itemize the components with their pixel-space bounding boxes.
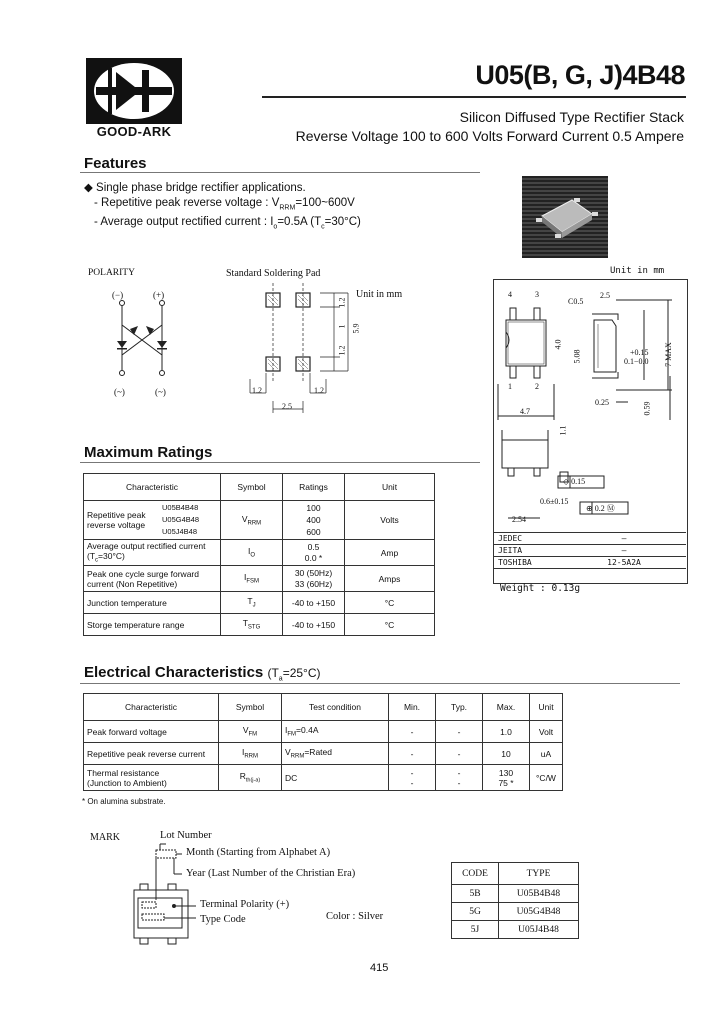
ec-vfm-sym: $V_{FM}$ <box>219 721 282 743</box>
max-ratings-table <box>83 473 435 636</box>
mr-vrrm-part-j: U05J4B48 <box>162 527 198 536</box>
mr-io-unit: Amp <box>345 540 435 566</box>
mr-head-unit: Unit <box>345 474 435 501</box>
pkg-d7max: 7 MAX <box>663 342 673 367</box>
toshiba-value: 12-5A2A <box>607 558 641 567</box>
mr-vrrm-unit: Volts <box>345 501 435 540</box>
pkg-d025: 0.25 <box>595 398 609 407</box>
page-number: 415 <box>370 962 389 974</box>
part-number: U05(B, G, J)4B48 <box>475 60 685 90</box>
dim-2-5: 2.5 <box>282 402 292 411</box>
mr-tstg-char: Storge temperature range <box>84 614 221 636</box>
type-5j: U05J4B48 <box>499 921 579 939</box>
mr-vrrm-char <box>84 501 221 540</box>
ec-irrm-sym: $I_{RRM}$ <box>219 743 282 765</box>
mr-row-tstg <box>84 614 435 636</box>
pkg-d47: 4.7 <box>520 407 530 416</box>
header-rule <box>262 96 686 98</box>
mr-row-io <box>84 540 435 566</box>
ec-rth-max: 130 75 * <box>483 765 530 791</box>
ec-irrm-typ: - <box>436 743 483 765</box>
ec-head-sym: Symbol <box>219 694 282 721</box>
solder-pad-title: Standard Soldering Pad <box>226 268 321 279</box>
ec-rth-char: Thermal resistance (Junction to Ambient) <box>84 765 219 791</box>
pkg-c05: C0.5 <box>568 297 584 306</box>
package-unit: Unit in mm <box>610 266 665 276</box>
pkg-d2: 2 <box>535 382 539 391</box>
code-5g: 5G <box>452 903 499 921</box>
terminal-ac2: (~) <box>155 387 166 397</box>
jedec-label: JEDEC <box>498 534 523 543</box>
ec-head-unit: Unit <box>530 694 563 721</box>
ec-rth-sym: $R_{th(j-a)}$ <box>219 765 282 791</box>
type-code-table <box>451 862 579 939</box>
ec-vfm-typ: - <box>436 721 483 743</box>
features-body <box>84 181 361 235</box>
mr-head-char: Characteristic <box>84 474 221 501</box>
specs-line: Reverse Voltage 100 to 600 Volts Forward Current 0.5 Ampere <box>295 128 684 144</box>
feature-bullet: ◆ Single phase bridge rectifier applications. <box>84 182 306 194</box>
type-head: TYPE <box>499 863 579 885</box>
terminal-minus: (−) <box>112 290 124 300</box>
subtitle: Silicon Diffused Type Rectifier Stack <box>459 109 684 125</box>
pkg-gd: ◇ 0.15 <box>563 477 586 486</box>
pkg-d1: 1 <box>508 382 512 391</box>
mr-ifsm-sym: $I_{FSM}$ <box>221 566 283 592</box>
ec-head-max: Max. <box>483 694 530 721</box>
mr-ifsm-char: Peak one cycle surge forward current (Non Repetitive) <box>84 566 221 592</box>
ec-irrm-char: Repetitive peak reverse current <box>84 743 219 765</box>
mr-row-vrrm <box>84 501 435 540</box>
elec-footnote: * On alumina substrate. <box>82 797 166 806</box>
ec-rth-min: - - <box>389 765 436 791</box>
mr-vrrm-sym: $V_{RRM}$ <box>221 501 283 540</box>
max-ratings-title: Maximum Ratings <box>84 444 213 461</box>
pkg-tol: +0.15 <box>630 348 649 357</box>
feature-io: - Average output rectified current : $I_o=0.5A$ $(T_c=30^\circ C)$ <box>94 216 361 231</box>
chip-photo-icon <box>522 176 608 258</box>
toshiba-label: TOSHIBA <box>498 558 532 567</box>
package-outline-drawing <box>494 280 685 530</box>
mr-tj-val: -40 to +150 <box>283 592 345 614</box>
pkg-d4: 4 <box>508 290 512 299</box>
ec-head-cond: Test condition <box>282 694 389 721</box>
ec-vfm-max: 1.0 <box>483 721 530 743</box>
mark-year: Year (Last Number of the Christian Era) <box>186 868 356 879</box>
mark-lot: Lot Number <box>160 830 212 841</box>
mr-ifsm-unit: Amps <box>345 566 435 592</box>
ec-vfm-char: Peak forward voltage <box>84 721 219 743</box>
mr-vrrm-part-b: U05B4B48 <box>162 503 199 512</box>
ec-irrm-max: 10 <box>483 743 530 765</box>
mark-title: MARK <box>90 832 121 843</box>
dim-1-2-v2: 1.2 <box>337 345 347 356</box>
pkg-d508: 5.08 <box>572 349 582 364</box>
mr-tj-char: Junction temperature <box>84 592 221 614</box>
mr-tj-unit: °C <box>345 592 435 614</box>
pkg-d254: 2.54 <box>512 515 526 524</box>
mark-color: Color : Silver <box>326 911 384 922</box>
pkg-d059: 0.59 <box>642 401 652 416</box>
mr-tstg-unit: °C <box>345 614 435 636</box>
ec-row-rth <box>84 765 563 791</box>
mr-io-vals: 0.5 0.0 * <box>283 540 345 566</box>
mr-vrrm-vals: 100 400 600 <box>283 501 345 540</box>
mr-tstg-sym: $T_{STG}$ <box>221 614 283 636</box>
features-rule <box>80 172 480 173</box>
ec-head-typ: Typ. <box>436 694 483 721</box>
ec-rth-cond: DC <box>282 765 389 791</box>
product-photo <box>522 176 608 258</box>
pkg-d06: 0.6±0.15 <box>540 497 569 506</box>
ec-row-irrm <box>84 743 563 765</box>
diode-logo-icon <box>86 58 182 124</box>
ec-rth-typ: - - <box>436 765 483 791</box>
good-ark-logo <box>86 58 182 124</box>
mark-type-code: Type Code <box>200 914 246 925</box>
jeita-value: — <box>621 546 627 555</box>
mr-head-ratings: Ratings <box>283 474 345 501</box>
brand-name: GOOD-ARK <box>96 124 172 139</box>
pkg-pos: ⊕ 0.2 Ⓜ <box>586 504 615 513</box>
terminal-plus: (+) <box>153 290 165 300</box>
mr-ifsm-vals: 30 (50Hz) 33 (60Hz) <box>283 566 345 592</box>
ec-irrm-unit: uA <box>530 743 563 765</box>
dim-1-2-left: 1.2 <box>252 386 262 395</box>
polarity-title: POLARITY <box>88 268 135 278</box>
dim-1-2-right: 1.2 <box>314 386 324 395</box>
dim-1-2-v1: 1.2 <box>337 297 347 308</box>
ec-irrm-min: - <box>389 743 436 765</box>
ec-irrm-cond: $V_{RRM}=Rated$ <box>282 743 389 765</box>
dim-5-9: 5.9 <box>351 323 361 334</box>
mr-row-ifsm <box>84 566 435 592</box>
mr-vrrm-part-g: U05G4B48 <box>162 515 200 524</box>
ec-vfm-min: - <box>389 721 436 743</box>
max-ratings-rule <box>80 462 480 463</box>
terminal-ac1: (~) <box>114 387 125 397</box>
code-5b: 5B <box>452 885 499 903</box>
mr-tj-sym: $T_J$ <box>221 592 283 614</box>
polarity-diagram <box>100 285 200 400</box>
code-head: CODE <box>452 863 499 885</box>
feature-vrrm: - Repetitive peak reverse voltage : $V_{RRM}=100\sim 600V$ <box>94 197 355 212</box>
ec-head-min: Min. <box>389 694 436 721</box>
code-5j: 5J <box>452 921 499 939</box>
mr-io-char: Average output rectified current $(T_c=30^\circ C)$ <box>84 540 221 566</box>
elec-rule <box>80 683 680 684</box>
ec-vfm-cond: $I_{FM}=0.4A$ <box>282 721 389 743</box>
mr-tstg-val: -40 to +150 <box>283 614 345 636</box>
mr-io-sym: $I_O$ <box>221 540 283 566</box>
mark-month: Month (Starting from Alphabet A) <box>186 847 331 858</box>
mr-head-sym: Symbol <box>221 474 283 501</box>
pkg-d11: 1.1 <box>558 425 568 436</box>
ec-vfm-unit: Volt <box>530 721 563 743</box>
elec-table <box>83 693 563 791</box>
jedec-value: — <box>621 534 627 543</box>
mr-vrrm-label: Repetitive peak reverse voltage <box>87 510 146 530</box>
pkg-tol2: 0.1−0.0 <box>624 357 649 366</box>
ec-row-vfm <box>84 721 563 743</box>
ec-head-char: Characteristic <box>84 694 219 721</box>
type-5b: U05B4B48 <box>499 885 579 903</box>
solder-unit: Unit in mm <box>356 289 403 300</box>
jeita-label: JEITA <box>498 546 523 555</box>
pkg-d3: 3 <box>535 290 539 299</box>
mark-polarity: Terminal Polarity (+) <box>200 899 290 910</box>
type-5g: U05G4B48 <box>499 903 579 921</box>
features-title: Features <box>84 155 147 172</box>
elec-title: Electrical Characteristics <box>84 664 264 681</box>
package-standards-table <box>494 532 686 569</box>
mr-row-tj <box>84 592 435 614</box>
package-weight: Weight : 0.13g <box>500 583 581 594</box>
dim-1-v: 1 <box>337 324 347 329</box>
pkg-d25: 2.5 <box>600 291 610 300</box>
pkg-d40: 4.0 <box>553 339 563 350</box>
ec-rth-unit: °C/W <box>530 765 563 791</box>
elec-title-line <box>84 664 321 682</box>
elec-title-cond: $(T_a=25^\circ C)$ <box>267 666 321 683</box>
